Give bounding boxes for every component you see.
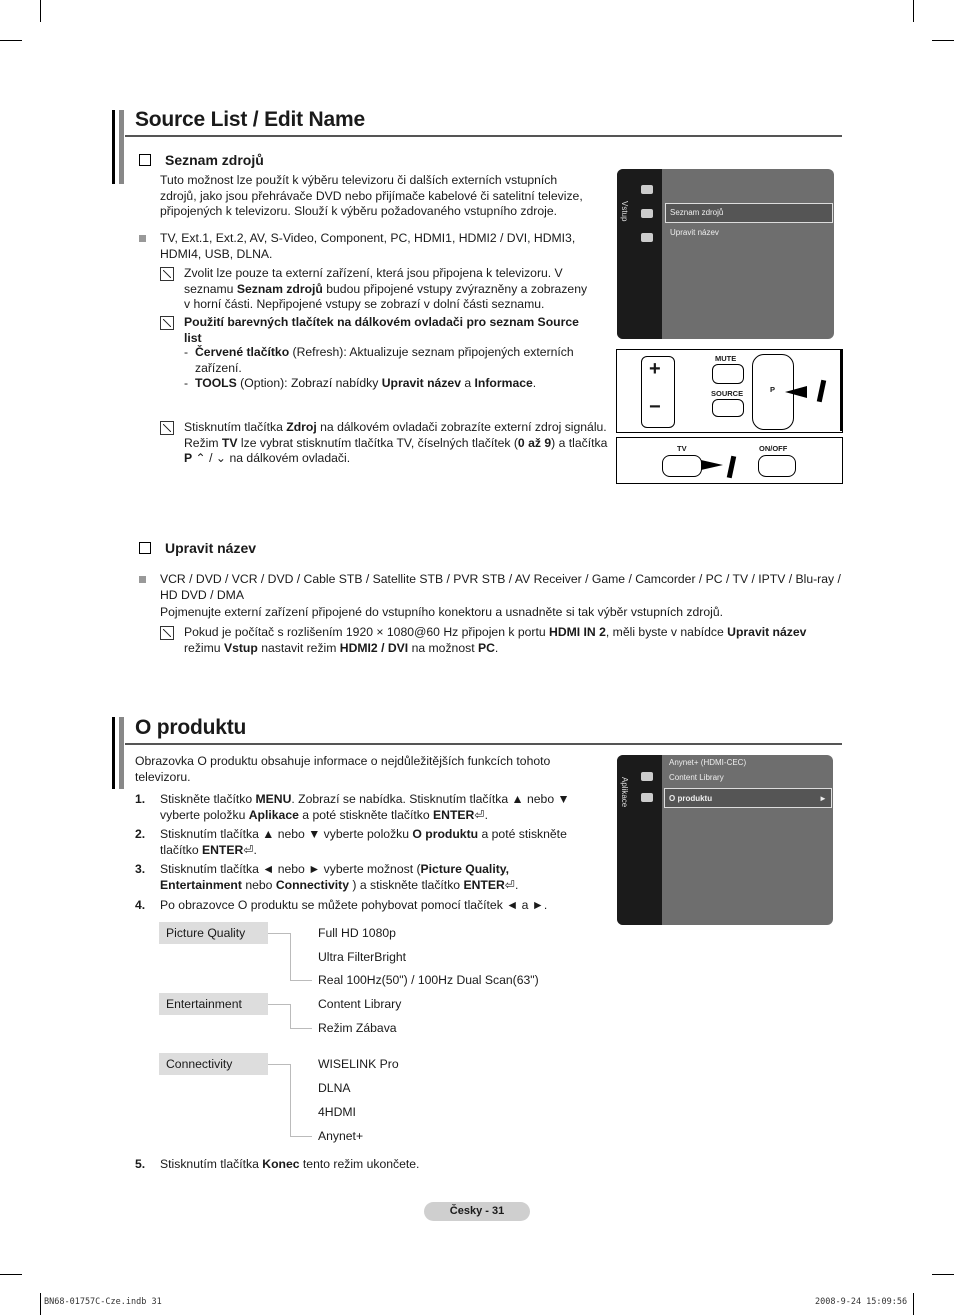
feature-item: Anynet+ xyxy=(318,1129,364,1143)
step-2: Stisknutím tlačítka ▲ nebo ▼ vyberte položku O produktu a poté stiskněte tlačítko ENTER⏎. xyxy=(160,827,567,857)
subheading-edit-name: Upravit název xyxy=(139,540,256,556)
p-label: P xyxy=(770,385,776,394)
remote-edge xyxy=(840,349,842,431)
input-icon xyxy=(641,772,653,781)
dash: - xyxy=(184,376,189,390)
enter-icon: ⏎ xyxy=(504,877,515,892)
device-list: VCR / DVD / VCR / DVD / Cable STB / Satellite STB / PVR STB / AV Receiver / Game / Camcorder / PC / TV / IPTV / Blu-ray / HD DVD / DMA xyxy=(160,572,841,602)
note-source-key: Stisknutím tlačítka Zdroj na dálkovém ovladači zobrazíte externí zdroj signálu. Režim TV lze vybrat stisknutím tlačítka TV, číselných tlačítek (0 až 9) a tlačítka P ⌃ / ⌄ na dálkovém ovladači. xyxy=(184,420,608,465)
menu-item-anynet[interactable]: Anynet+ (HDMI-CEC) xyxy=(669,758,747,767)
note-connected: Zvolit lze pouze ta externí zařízení, která jsou připojena k televizoru. V seznamu Seznam zdrojů budou připojené vstupy zvýrazněny a zobrazeny v horní části. Nepřipojené vstupy se zobrazí v dolní části seznamu. xyxy=(184,266,588,311)
menu-item-edit-name[interactable]: Upravit název xyxy=(670,228,719,237)
about-intro: Obrazovka O produktu obsahuje informace o nejdůležitějších funkcích tohoto televizoru. xyxy=(135,754,551,784)
category-connectivity: Connectivity xyxy=(159,1053,268,1075)
application-icon xyxy=(641,793,653,802)
crop-mark xyxy=(0,1274,22,1275)
menu-item-about[interactable]: O produktu xyxy=(669,794,713,803)
source-button xyxy=(712,399,744,417)
minus-icon: − xyxy=(649,396,661,418)
tree-line xyxy=(290,933,291,980)
category-entertainment: Entertainment xyxy=(159,993,268,1015)
note-icon xyxy=(160,316,174,330)
step-3: Stisknutím tlačítka ◄ nebo ► vyberte možnost (Picture Quality, Entertainment nebo Connectivity ) a stiskněte tlačítko ENTER⏎. xyxy=(160,862,519,892)
note-icon xyxy=(160,626,174,640)
tv-button xyxy=(662,455,702,477)
step-number: 4. xyxy=(135,898,146,912)
step-number: 2. xyxy=(135,827,146,841)
tv-menu-input xyxy=(617,169,834,339)
tree-line xyxy=(290,980,312,981)
setup-icon xyxy=(641,185,653,194)
section-title: Source List / Edit Name xyxy=(135,108,365,131)
remote-bottom-panel xyxy=(616,437,843,484)
arrow-right-icon: ► xyxy=(819,794,827,803)
input-icon xyxy=(641,209,653,218)
step-number: 3. xyxy=(135,862,146,876)
crop-mark xyxy=(40,1293,41,1315)
bullet-square-icon xyxy=(139,235,146,242)
bullet-square-icon xyxy=(139,576,146,583)
tree-line xyxy=(268,1064,290,1065)
menu-sidebar xyxy=(617,169,662,339)
tree-line xyxy=(268,1004,290,1005)
pointer-arrow-icon xyxy=(785,386,807,398)
source-label: SOURCE xyxy=(711,389,744,398)
feature-item: Real 100Hz(50") / 100Hz Dual Scan(63") xyxy=(318,973,539,987)
plus-icon: + xyxy=(649,358,661,380)
section-bar xyxy=(112,717,115,789)
application-icon xyxy=(641,233,653,242)
crop-mark xyxy=(913,0,914,22)
menu-item-content-library[interactable]: Content Library xyxy=(669,773,724,782)
title-rule xyxy=(125,743,842,745)
crop-mark xyxy=(932,1274,954,1275)
enter-icon: ⏎ xyxy=(243,842,254,857)
step-4: Po obrazovce O produktu se můžete pohybovat pomocí tlačítek ◄ a ►. xyxy=(160,898,548,912)
menu-item-source-list[interactable]: Seznam zdrojů xyxy=(670,208,724,217)
print-file-info: BN68-01757C-Cze.indb 31 xyxy=(44,1297,162,1307)
mute-label: MUTE xyxy=(715,354,737,363)
onoff-label: ON/OFF xyxy=(759,444,788,453)
note-pc-resolution: Pokud je počítač s rozlišením 1920 × 1080@60 Hz připojen k portu HDMI IN 2, měli byste v nabídce Upravit název režimu Vstup nastavit režim HDMI2 / DVI na možnost PC. xyxy=(184,625,807,655)
tree-line xyxy=(290,1064,291,1136)
step-number: 5. xyxy=(135,1157,146,1171)
print-date-info: 2008-9-24 15:09:56 xyxy=(815,1297,908,1307)
enter-icon: ⏎ xyxy=(474,807,485,822)
page-number: Česky - 31 xyxy=(424,1202,530,1221)
note-icon xyxy=(160,267,174,281)
feature-item: Režim Zábava xyxy=(318,1021,397,1035)
tv-label: TV xyxy=(677,444,687,453)
source-bullet: TV, Ext.1, Ext.2, AV, S-Video, Component, PC, HDMI1, HDMI2 / DVI, HDMI3, HDMI4, USB, DLNA. xyxy=(160,231,576,261)
tv-menu-application xyxy=(617,755,833,925)
dash: - xyxy=(184,345,189,359)
section-title: O produktu xyxy=(135,716,247,739)
section-bar xyxy=(119,717,124,789)
pointer-stroke xyxy=(817,380,826,403)
feature-item: Ultra FilterBright xyxy=(318,950,407,964)
menu-side-label: Aplikace xyxy=(620,777,629,808)
pointer-stroke xyxy=(727,456,736,479)
note-color-buttons: Použití barevných tlačítek na dálkovém ovladači pro seznam Source list xyxy=(184,315,579,345)
crop-mark xyxy=(40,0,41,22)
feature-item: 4HDMI xyxy=(318,1105,356,1119)
intro-text: Tuto možnost lze použít k výběru televizoru či dalších externích vstupních zdrojů, jako jsou přehrávače DVD nebo přijímače kabelové či satelitní televize, připojených k televizoru. Slouží k výběru požadovaného vstupního zdroje. xyxy=(160,173,583,218)
dash-tools: TOOLS (Option): Zobrazí nabídky Upravit název a Informace. xyxy=(195,376,537,390)
feature-item: Full HD 1080p xyxy=(318,926,396,940)
checkbox-icon xyxy=(139,154,151,166)
title-rule xyxy=(125,135,842,137)
tree-line xyxy=(290,1004,291,1028)
remote-top-panel xyxy=(616,349,843,433)
section-bar xyxy=(112,110,115,184)
crop-mark xyxy=(932,40,954,41)
dash-red-button: Červené tlačítko (Refresh): Aktualizuje seznam připojených externích zařízení. xyxy=(195,345,574,375)
section-bar xyxy=(119,110,124,184)
tree-line xyxy=(290,1028,312,1029)
subheading-source-list: Seznam zdrojů xyxy=(139,152,264,168)
feature-item: Content Library xyxy=(318,997,402,1011)
note-icon xyxy=(160,421,174,435)
step-5: Stisknutím tlačítka Konec tento režim ukončete. xyxy=(160,1157,420,1171)
step-1: Stiskněte tlačítko MENU. Zobrazí se nabídka. Stisknutím tlačítka ▲ nebo ▼ vyberte položku Aplikace a poté stiskněte tlačítko ENTER⏎. xyxy=(160,792,570,822)
checkbox-icon xyxy=(139,542,151,554)
tree-line xyxy=(268,933,290,934)
power-button xyxy=(758,455,796,477)
edit-name-desc: Pojmenujte externí zařízení připojené do vstupního konektoru a usnadněte si tak výběr vstupních zdrojů. xyxy=(160,605,723,619)
crop-mark xyxy=(913,1293,914,1315)
category-picture-quality: Picture Quality xyxy=(159,922,268,944)
mute-button xyxy=(712,364,744,384)
menu-side-label: Vstup xyxy=(620,201,629,222)
crop-mark xyxy=(0,40,22,41)
feature-item: WISELINK Pro xyxy=(318,1057,399,1071)
feature-item: DLNA xyxy=(318,1081,351,1095)
step-number: 1. xyxy=(135,792,146,806)
pointer-arrow-icon xyxy=(701,460,723,470)
tree-line xyxy=(290,1136,312,1137)
